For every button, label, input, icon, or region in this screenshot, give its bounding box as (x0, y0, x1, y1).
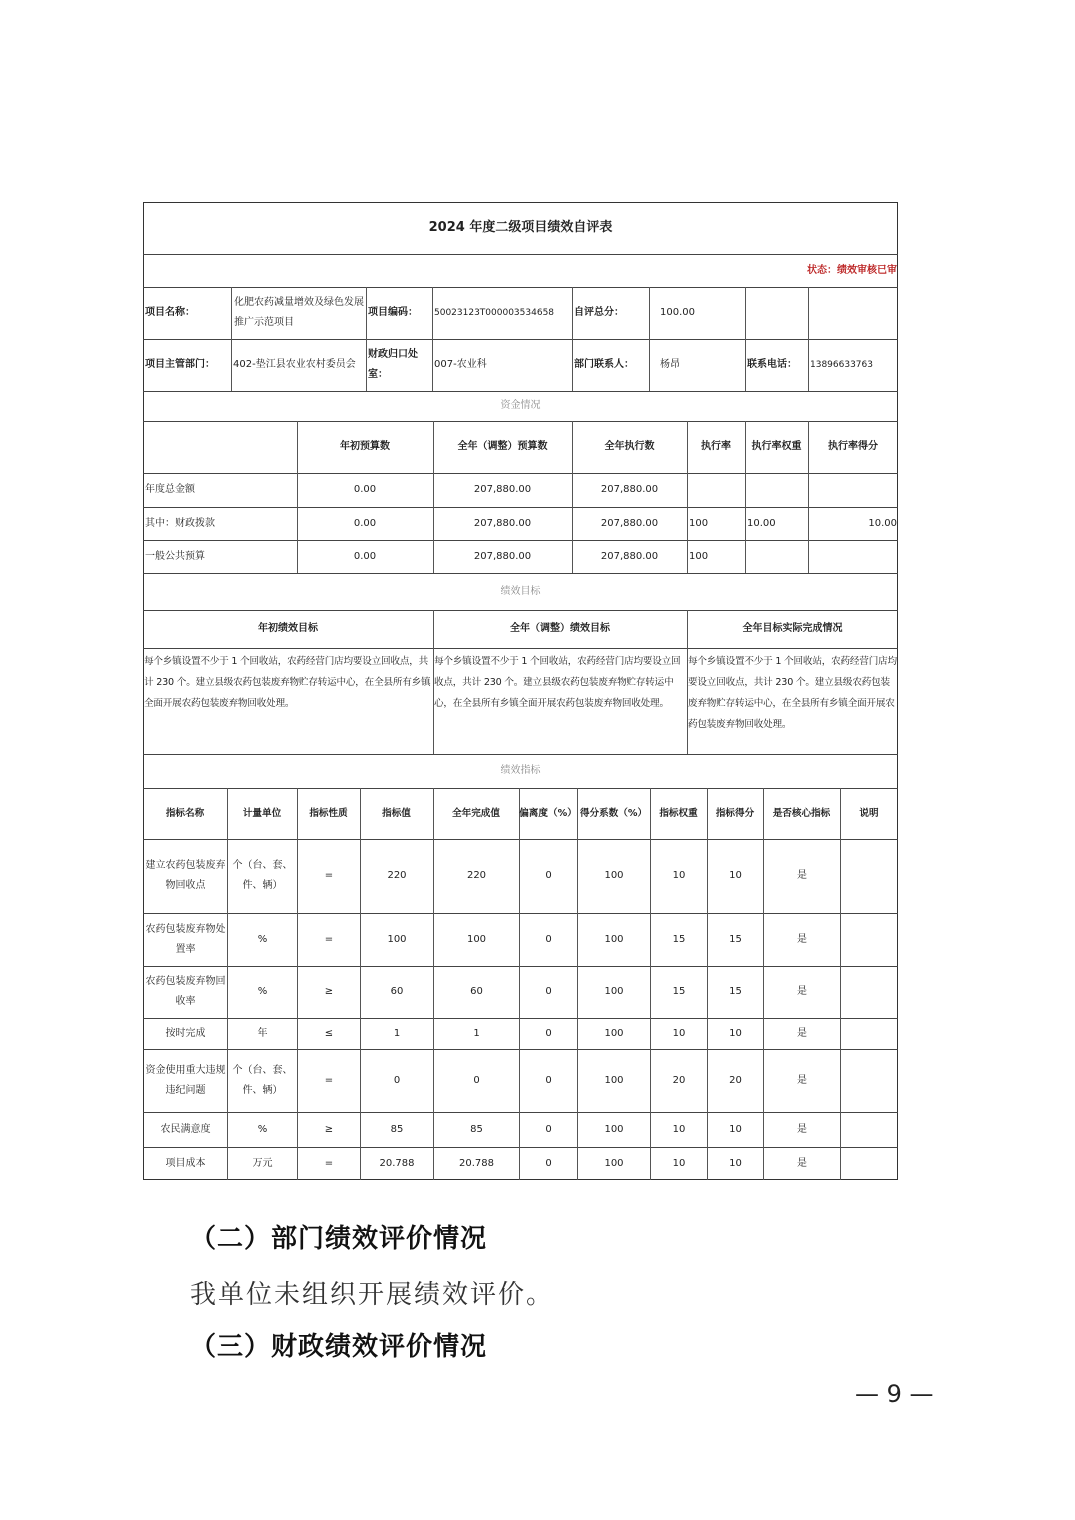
funds-cell: 0.00 (353, 517, 377, 529)
indicator-cell: 是 (797, 1123, 807, 1135)
project-name-value: 化肥农药减量增效及绿色发展推广示范项目 (234, 297, 364, 328)
indicator-cell: 100 (604, 986, 624, 997)
indicator-header: 指标值 (382, 807, 411, 819)
indicator-cell: 85 (390, 1123, 404, 1135)
indicator-header: 是否核心指标 (772, 807, 831, 819)
goal-actual-text: 每个乡镇设置不少于 1 个回收站，农药经营门店均要设立回收点，共计 230 个。建立县级农药包装废弃物贮存转运中心，在全县所有乡镇全面开展农药包装废弃物回收处理。 (688, 656, 897, 730)
contact-label: 部门联系人： (574, 359, 634, 370)
indicator-cell: 100 (604, 1074, 624, 1086)
indicator-cell: 20 (672, 1074, 686, 1086)
goal-adjusted-text: 每个乡镇设置不少于 1 个回收站，农药经营门店均要设立回收点，共计 230 个。建立县级农药包装废弃物贮存转运中心，在全县所有乡镇全面开展农药包装废弃物回收处理。 (434, 656, 681, 709)
indicator-header: 指标名称 (165, 807, 205, 819)
indicator-cell: 15 (672, 933, 686, 945)
indicator-cell: 0 (545, 1027, 552, 1039)
paragraph-dept-evaluation: 我单位未组织开展绩效评价。 (190, 1280, 555, 1310)
indicator-cell: 100 (604, 933, 624, 945)
indicator-cell: ≤ (324, 1027, 334, 1039)
indicator-cell: 15 (729, 986, 742, 997)
funds-header: 全年（调整）预算数 (457, 441, 548, 452)
indicator-cell: 0 (545, 986, 552, 997)
section-heading-dept-evaluation: （二）部门绩效评价情况 (190, 1224, 488, 1254)
indicator-cell: 10 (672, 870, 686, 881)
indicator-header: 指标性质 (309, 807, 348, 819)
indicator-header: 全年完成值 (452, 807, 500, 819)
indicator-cell: 0 (545, 933, 552, 945)
indicator-cell: 20 (729, 1074, 742, 1086)
indicator-cell (841, 913, 898, 966)
goals-section-title: 绩效目标 (500, 585, 541, 597)
indicator-cell (841, 839, 898, 913)
indicator-cell: 10 (672, 1157, 686, 1169)
indicator-cell: 是 (797, 986, 807, 997)
indicator-name: 农民满意度 (160, 1123, 211, 1135)
indicator-cell: 220 (466, 870, 487, 881)
indicator-cell: 是 (797, 933, 807, 945)
project-code-value: 50023123T000003534658 (434, 308, 555, 318)
indicator-cell: 个（台、套、件、辆） (232, 860, 293, 891)
self-score-value: 100.00 (660, 307, 695, 318)
indicator-name: 资金使用重大违规违纪问题 (145, 1064, 226, 1096)
indicator-cell: 万元 (252, 1157, 273, 1169)
indicator-header: 指标得分 (715, 807, 755, 819)
indicator-name: 按时完成 (165, 1027, 206, 1039)
indicator-cell: 0 (545, 1123, 552, 1135)
indicator-cell: 个（台、套、件、辆） (232, 1064, 293, 1096)
goals-header: 年初绩效目标 (258, 623, 318, 634)
indicator-cell: % (257, 986, 268, 997)
project-name-label: 项目名称： (145, 307, 195, 318)
indicator-cell: = (324, 1157, 334, 1169)
section-heading-finance-evaluation: （三）财政绩效评价情况 (190, 1332, 488, 1362)
funds-header: 执行率得分 (828, 441, 878, 452)
funds-section-title: 资金情况 (500, 400, 541, 411)
indicator-cell (841, 1147, 898, 1180)
funds-row-label: 一般公共预算 (145, 550, 205, 562)
indicator-cell (841, 1018, 898, 1049)
indicator-cell: 0 (473, 1074, 480, 1086)
phone-label: 联系电话： (747, 359, 797, 370)
indicator-cell: 10 (672, 1123, 686, 1135)
indicator-cell: 10 (729, 870, 742, 881)
indicator-header: 说明 (859, 807, 879, 819)
indicator-cell: 0 (545, 1074, 552, 1086)
funds-cell: 207,880.00 (473, 517, 532, 529)
indicator-cell: 60 (390, 986, 404, 997)
indicator-cell: 100 (466, 933, 487, 945)
indicator-header: 计量单位 (242, 807, 282, 819)
indicator-cell: ≥ (324, 986, 334, 997)
funds-cell: 207,880.00 (600, 517, 659, 529)
indicator-name: 农药包装废弃物回收率 (145, 976, 226, 1007)
funds-cell: 207,880.00 (473, 550, 532, 562)
contact-value: 杨昂 (660, 359, 680, 370)
indicator-cell: % (257, 933, 268, 945)
funds-header: 全年执行数 (604, 441, 655, 452)
funds-cell: 100 (689, 550, 709, 562)
funds-cell: 207,880.00 (600, 550, 659, 562)
finance-office-value: 007-农业科 (434, 359, 487, 370)
indicator-cell: 是 (797, 1157, 807, 1169)
indicator-cell: 20.788 (459, 1157, 494, 1169)
indicator-cell: 15 (672, 986, 686, 997)
indicator-header: 偏离度（%） (519, 807, 577, 819)
indicator-cell: 60 (470, 986, 483, 997)
funds-cell: 0.00 (353, 550, 377, 562)
indicator-cell: 100 (604, 1157, 624, 1169)
indicator-cell: 0 (393, 1074, 401, 1086)
funds-cell: 100 (689, 517, 709, 529)
project-code-label: 项目编码： (368, 307, 418, 318)
funds-header: 执行率权重 (751, 441, 802, 452)
indicator-cell: 15 (729, 933, 742, 945)
indicator-name: 建立农药包装废弃物回收点 (145, 860, 226, 891)
funds-cell: 207,880.00 (473, 484, 532, 495)
indicator-cell: 1 (393, 1027, 401, 1039)
indicator-cell (841, 966, 898, 1018)
self-score-label: 自评总分： (574, 307, 624, 318)
indicator-cell: 20.788 (379, 1157, 415, 1169)
indicator-cell: 100 (387, 933, 407, 945)
funds-cell: 10.00 (747, 517, 776, 529)
table-title: 2024 年度二级项目绩效自评表 (428, 220, 613, 235)
indicator-cell: 是 (797, 1027, 807, 1039)
dept-label: 项目主管部门： (145, 359, 215, 370)
funds-row-label: 其中：财政拨款 (145, 517, 215, 529)
indicator-cell: 0 (545, 1157, 552, 1169)
indicator-cell: % (257, 1123, 268, 1135)
indicator-cell: 100 (604, 870, 624, 881)
indicator-cell: ≥ (324, 1123, 334, 1135)
goals-header: 全年目标实际完成情况 (742, 623, 843, 634)
indicator-name: 农药包装废弃物处置率 (145, 923, 226, 955)
indicator-cell: 85 (470, 1123, 483, 1135)
indicator-cell: 0 (545, 870, 552, 881)
indicator-cell: 年 (257, 1027, 268, 1039)
dept-value: 402-垫江县农业农村委员会 (233, 359, 356, 370)
indicator-cell (841, 1112, 898, 1147)
status-badge: 状态：绩效审核已审 (807, 264, 897, 276)
divider (143, 648, 898, 649)
indicator-cell (841, 1049, 898, 1112)
indicator-cell: 10 (672, 1027, 686, 1039)
indicator-cell: = (324, 933, 334, 945)
indicator-header: 得分系数（%） (579, 807, 648, 819)
funds-header: 执行率 (701, 441, 731, 452)
indicator-cell: 是 (797, 1074, 807, 1086)
funds-header: 年初预算数 (340, 441, 390, 452)
indicators-section-title: 绩效指标 (500, 765, 541, 776)
funds-row-label: 年度总金额 (145, 484, 195, 495)
indicator-header: 指标权重 (659, 807, 698, 819)
indicator-cell: 100 (604, 1123, 624, 1135)
indicator-cell: 10 (729, 1027, 742, 1039)
indicator-cell: 是 (797, 870, 807, 881)
indicator-cell: 1 (473, 1027, 480, 1039)
indicator-cell: 10 (729, 1123, 742, 1135)
indicator-cell: 220 (387, 870, 407, 881)
funds-cell: 0.00 (353, 484, 377, 495)
funds-cell: 207,880.00 (600, 484, 659, 495)
indicator-name: 项目成本 (165, 1157, 206, 1169)
finance-office-label: 财政归口处室： (368, 349, 418, 380)
goal-initial-text: 每个乡镇设置不少于 1 个回收站，农药经营门店均要设立回收点，共计 230 个。建立县级农药包装废弃物贮存转运中心，在全县所有乡镇全面开展农药包装废弃物回收处理。 (144, 656, 431, 709)
phone-value: 13896633763 (810, 360, 873, 370)
page-number: — 9 — (855, 1380, 934, 1408)
funds-cell: 10.00 (868, 517, 897, 529)
indicator-cell: 10 (729, 1157, 742, 1169)
indicator-cell: = (324, 870, 334, 881)
goals-header: 全年（调整）绩效目标 (510, 623, 610, 634)
indicator-cell: = (324, 1074, 334, 1086)
indicator-cell: 100 (604, 1027, 624, 1039)
